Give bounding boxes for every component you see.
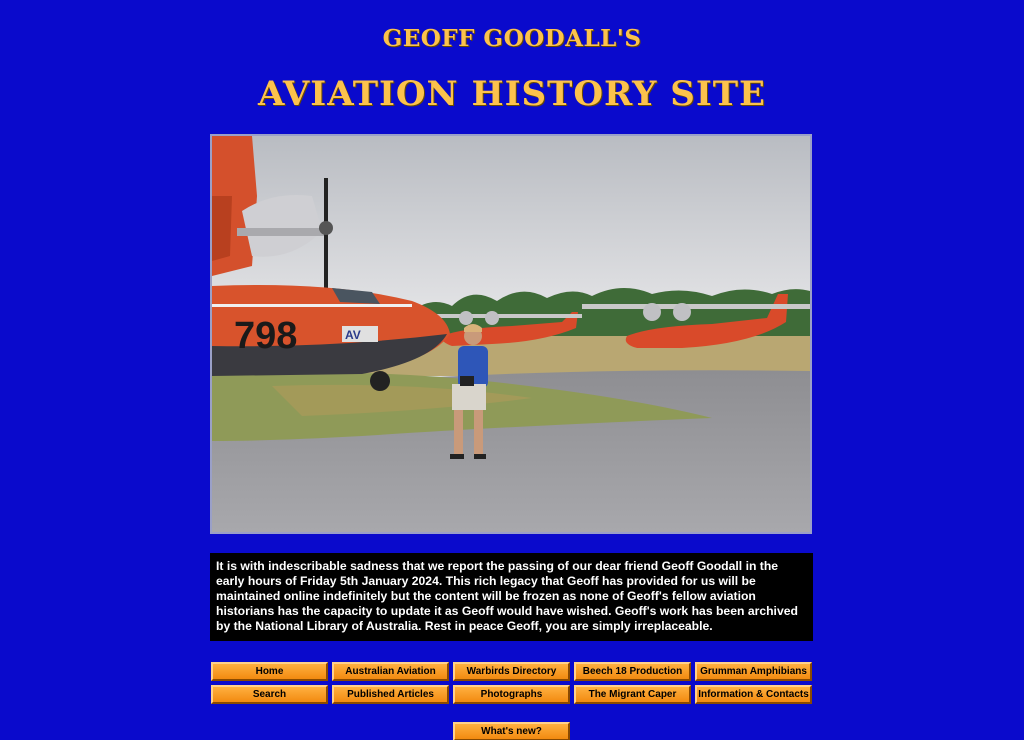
aircraft-badge: AV [345,328,361,342]
nav-published-articles-button[interactable]: Published Articles [332,685,449,704]
memorial-notice: It is with indescribable sadness that we report the passing of our dear friend Geoff Goodall in the early hours of Friday 5th January 2024. This rich legacy that Geoff has provided for us will be maintained online indefinitely but the content will be frozen as none of Geoff's fellow aviation historians has the capacity to update it as Geoff would have wished. Geoff's work has been archived by the National Library of Australia. Rest in peace Geoff, you are simply irreplaceable. [210,553,813,641]
hero-photo [210,134,812,534]
nav-beech-18-production-button[interactable]: Beech 18 Production [574,662,691,681]
nav-grumman-amphibians-button[interactable]: Grumman Amphibians [695,662,812,681]
nav-migrant-caper-button[interactable]: The Migrant Caper [574,685,691,704]
whats-new-button[interactable]: What's new? [453,722,570,740]
site-owner-title: GEOFF GOODALL'S [382,25,642,52]
nav-home-button[interactable]: Home [211,662,328,681]
site-title: AVIATION HISTORY SITE [258,74,766,114]
nav-information-contacts-button[interactable]: Information & Contacts [695,685,812,704]
aircraft-number: 798 [234,315,298,357]
nav-australian-aviation-button[interactable]: Australian Aviation [332,662,449,681]
nav-warbirds-directory-button[interactable]: Warbirds Directory [453,662,570,681]
nav-search-button[interactable]: Search [211,685,328,704]
nav-photographs-button[interactable]: Photographs [453,685,570,704]
nav-menu [211,662,813,704]
